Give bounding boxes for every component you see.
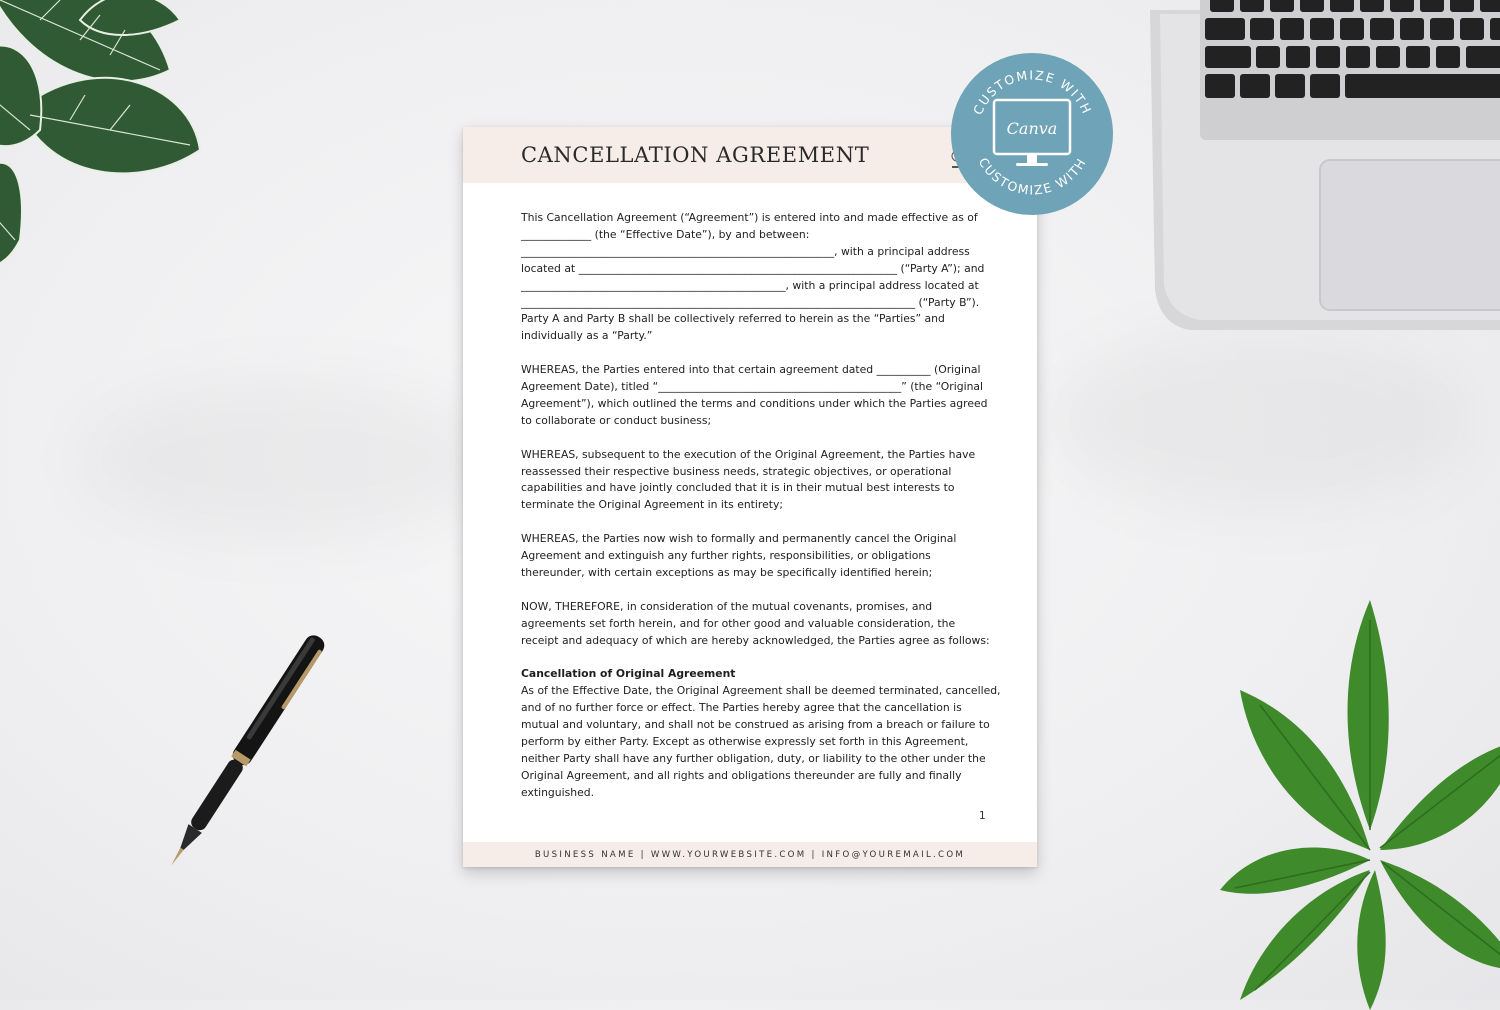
- page-footer: [463, 842, 1037, 867]
- canva-badge: [950, 52, 1115, 217]
- whereas-paragraph-1: [521, 362, 988, 430]
- section-heading: Cancellation of Original Agreement: [521, 667, 736, 681]
- whereas-line: Agreement and extinguish any further rights, responsibilities, or obligations: [521, 549, 931, 563]
- section-line: extinguished.: [521, 785, 595, 799]
- now-therefore-line: NOW, THEREFORE, in consideration of the mutual covenants, promises, and: [521, 599, 933, 613]
- pen-icon: [140, 605, 350, 895]
- footer-contact: BUSINESS NAME | WWW.YOURWEBSITE.COM | INFO@YOUREMAIL.COM: [534, 849, 966, 860]
- intro-line: _________________________________________________, with a principal address located at: [521, 278, 979, 292]
- plant-icon: [0, 0, 240, 320]
- whereas-line: reassessed their respective business needs, strategic objectives, or operational: [521, 464, 952, 478]
- whereas-line: Agreement”), which outlined the terms and conditions under which the Parties agreed: [521, 396, 988, 410]
- intro-line: located at ___________________________________________________________ (“Party A”); and: [521, 261, 985, 275]
- whereas-paragraph-3: [521, 531, 983, 582]
- now-therefore-line: receipt and adequacy of which are hereby acknowledged, the Parties agree as follows:: [521, 633, 990, 647]
- whereas-line: capabilities and have jointly concluded that it is in their mutual best interests to: [521, 481, 955, 495]
- shadow-left: [80, 380, 500, 540]
- cancellation-section: [521, 666, 1001, 801]
- plant-icon: [1220, 590, 1500, 1010]
- intro-line: Party A and Party B shall be collectively referred to herein as the “Parties” and: [521, 312, 945, 326]
- page-title: CANCELLATION AGREEMENT: [521, 143, 870, 167]
- badge-ring-text-top: CUSTOMIZE WITH: [970, 67, 1095, 117]
- section-line: perform by either Party. Except as otherwise expressly set forth in this Agreement,: [521, 735, 969, 749]
- laptop-icon: [1150, 0, 1500, 330]
- intro-line: __________________________________________________________, with a principal address: [521, 244, 970, 258]
- section-line: As of the Effective Date, the Original Agreement shall be deemed terminated, cancelled,: [521, 684, 1001, 698]
- now-therefore-paragraph: [521, 599, 990, 650]
- intro-paragraph: [521, 210, 983, 345]
- shadow-right: [1050, 330, 1470, 510]
- document-body: [521, 210, 1001, 819]
- document-page: [463, 127, 1037, 867]
- intro-line: individually as a “Party.”: [521, 329, 653, 343]
- section-line: neither Party shall have any further obligation, duty, or liability to the other under the: [521, 751, 986, 765]
- whereas-line: thereunder, with certain exceptions as may be specifically identified herein;: [521, 565, 933, 579]
- whereas-line: WHEREAS, subsequent to the execution of the Original Agreement, the Parties have: [521, 447, 976, 461]
- whereas-line: to collaborate or conduct business;: [521, 413, 712, 427]
- intro-line: This Cancellation Agreement (“Agreement”) is entered into and made effective as of: [521, 211, 978, 224]
- now-therefore-line: agreements set forth herein, and for other good and valuable consideration, the: [521, 616, 956, 630]
- whereas-line: Agreement Date), titled “_____________________________________________” (the “Original: [521, 380, 984, 394]
- intro-line: _____________ (the “Effective Date”), by and between:: [521, 227, 810, 241]
- section-line: mutual and voluntary, and shall not be construed as arising from a breach or failure to: [521, 718, 990, 732]
- intro-line: _________________________________________________________________________ (“Party B”).: [521, 295, 980, 309]
- section-line: and of no further force or effect. The Parties hereby agree that the cancellation is: [521, 701, 962, 715]
- canva-script: Canva: [1006, 119, 1058, 138]
- whereas-paragraph-2: [521, 447, 983, 515]
- section-line: Original Agreement, and all rights and obligations thereunder are fully and finally: [521, 768, 962, 782]
- page-number: 1: [979, 810, 986, 822]
- whereas-line: WHEREAS, the Parties entered into that certain agreement dated __________ (Original: [521, 363, 981, 377]
- whereas-line: WHEREAS, the Parties now wish to formally and permanently cancel the Original: [521, 532, 957, 546]
- badge-ring-text-bottom: CUSTOMIZE WITH: [975, 154, 1090, 198]
- whereas-line: terminate the Original Agreement in its entirety;: [521, 498, 784, 512]
